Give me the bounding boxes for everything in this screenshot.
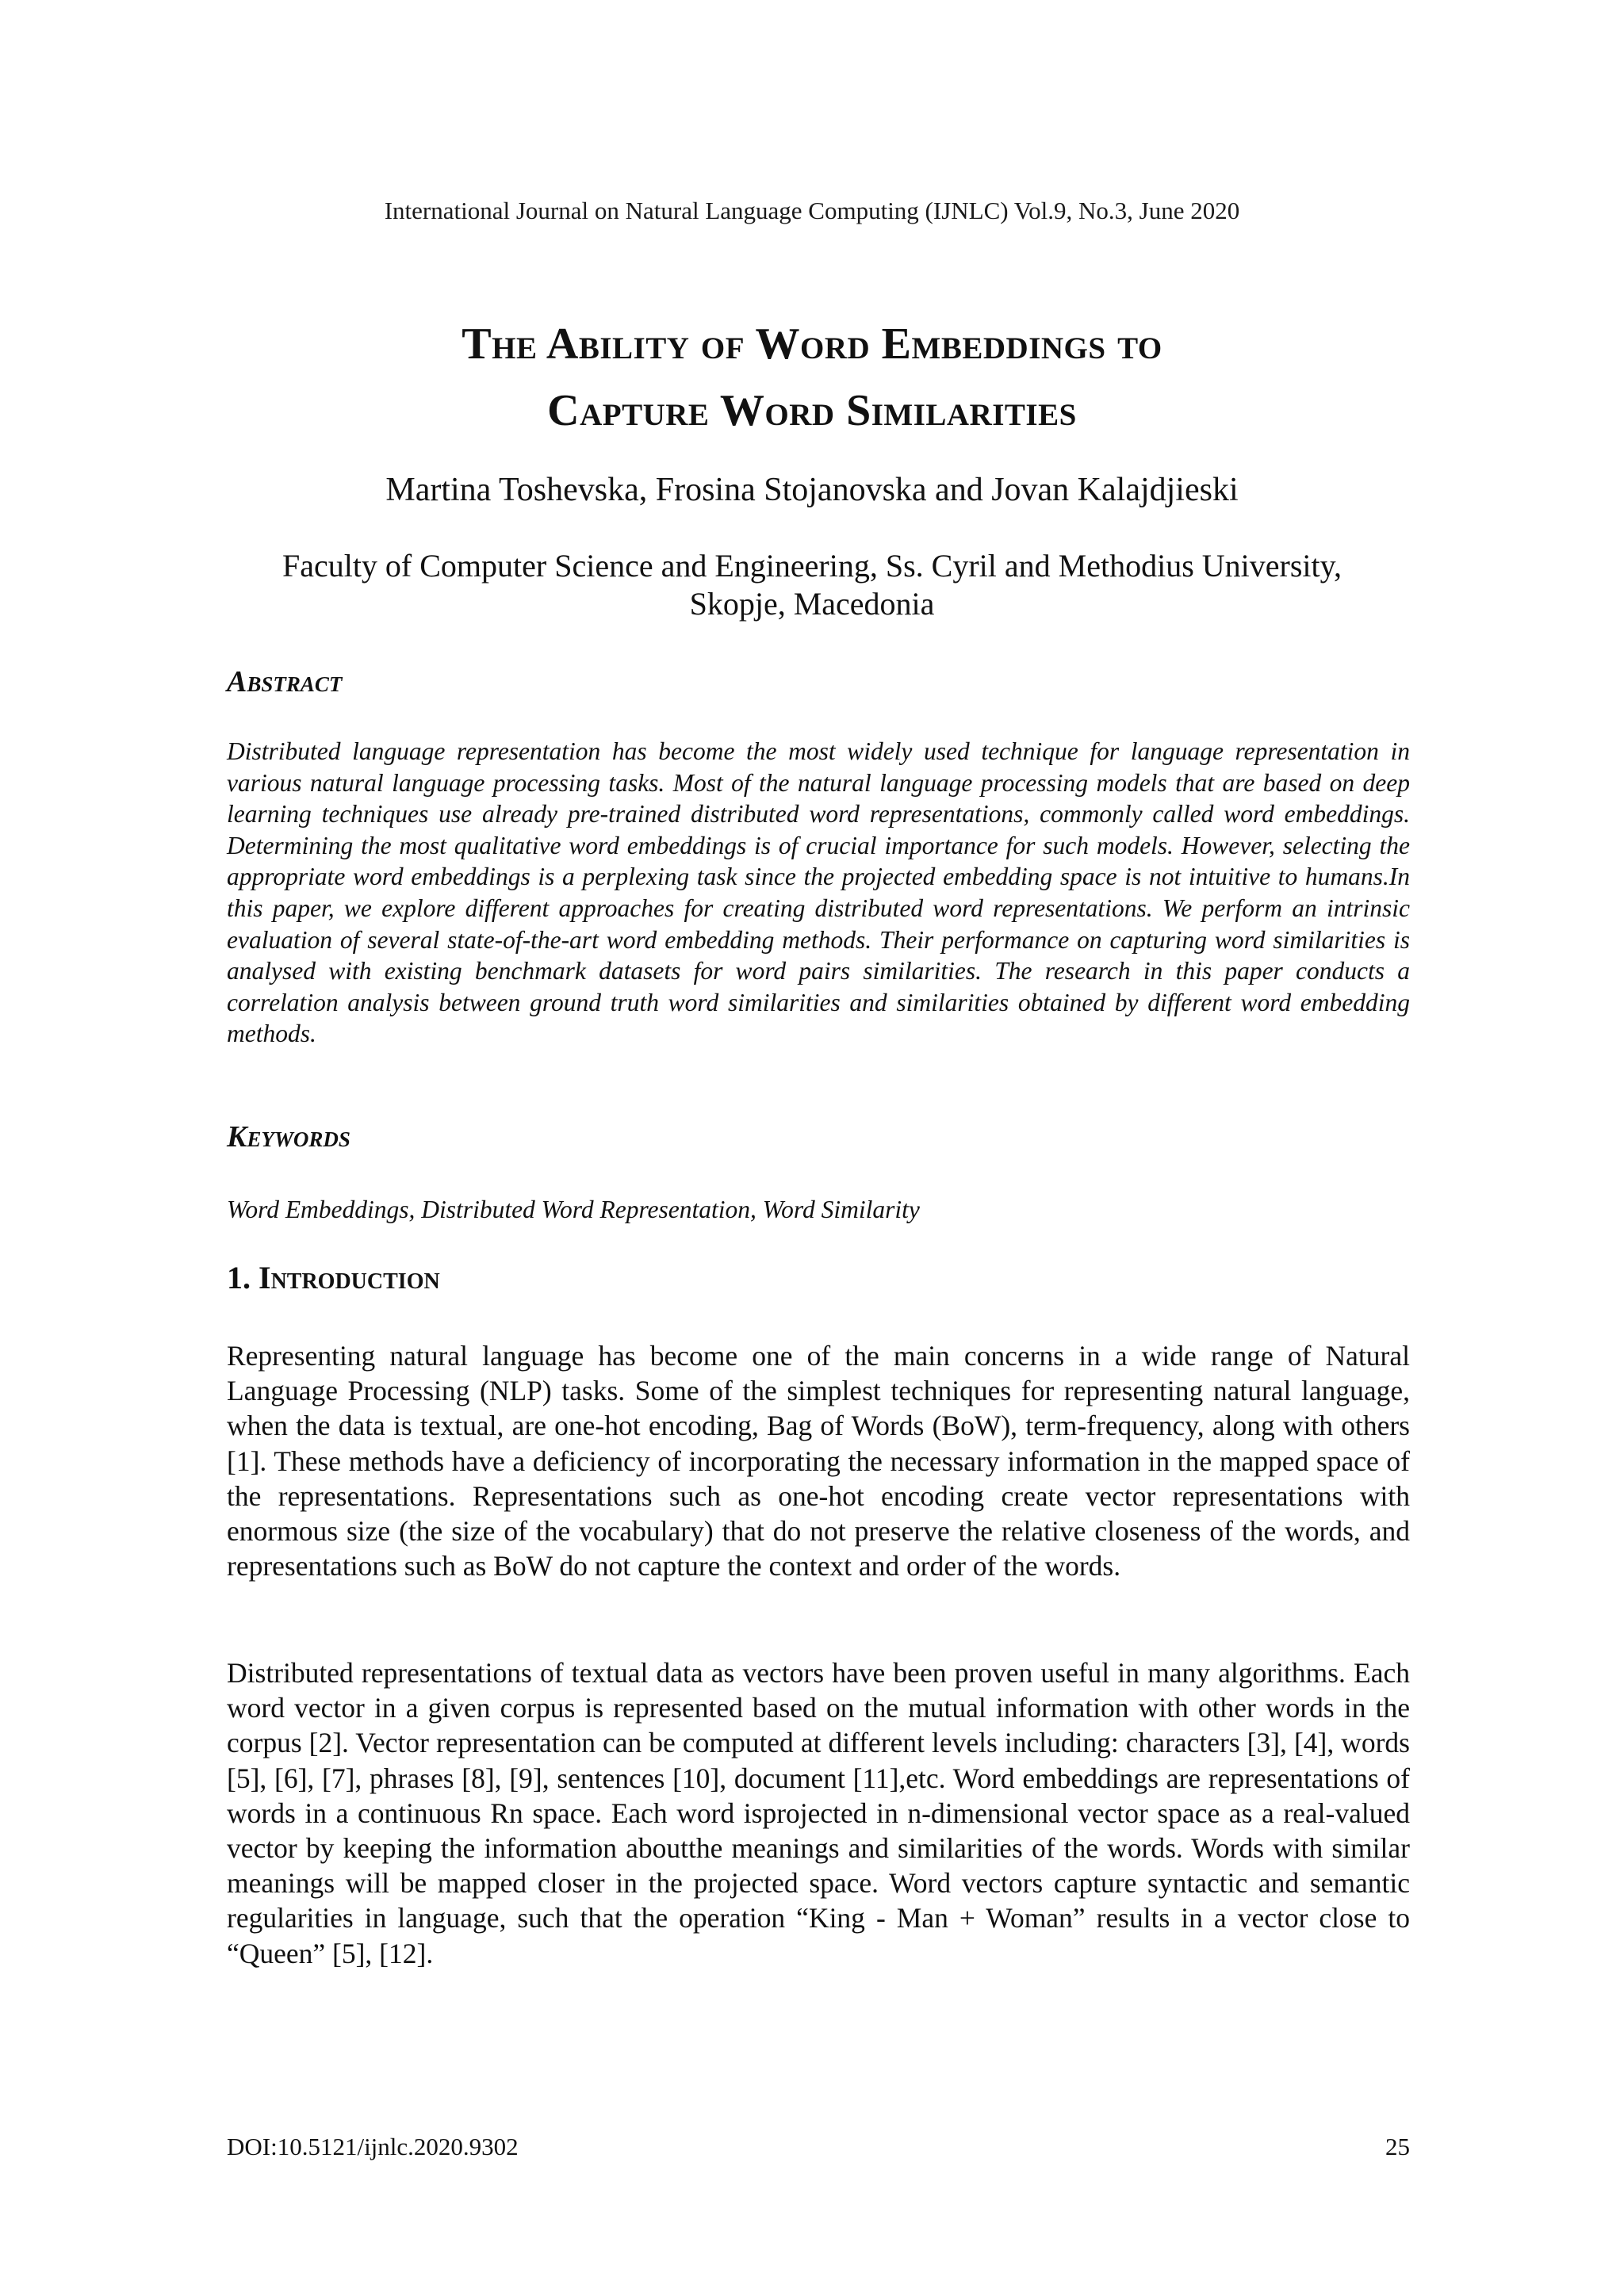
affiliation-line-2: Skopje, Macedonia (689, 586, 935, 622)
page-number: 25 (1385, 2133, 1410, 2160)
introduction-paragraph-2: Distributed representations of textual data as vectors have been proven useful in many algorithms. Each word vector in a given corpus is represented based on the mutual information with other words in the corpus [2]. Vector representation can be computed at different levels including: characters [3], [4], words [5], [6], [7], phrases [8], [9], sentences [10], document [11],etc. Word embeddings are representations of words in a continuous Rn space. Each word isprojected in n-dimensional vector space as a real-valued vector by keeping the information aboutthe meanings and similarities of the words. Words with similar meanings will be mapped closer in the projected space. Word vectors capture syntactic and semantic regularities in language, such that the operation “King - Man + Woman” results in a vector close to “Queen” [5], [12]. (227, 1657, 1410, 1969)
abstract-text: Distributed language representation has become the most widely used technique for language representation in various natural language processing tasks. Most of the natural language processing models that are based on deep learning techniques use already pre-trained distributed word representations, commonly called word embeddings. Determining the most qualitative word embeddings is of crucial importance for such models. However, selecting the appropriate word embeddings is a perplexing task since the projected embedding space is not intuitive to humans.In this paper, we explore different approaches for creating distributed word representations. We perform an intrinsic evaluation of several state-of-the-art word embedding methods. Their performance on capturing word similarities is analysed with existing benchmark datasets for word pairs similarities. The research in this paper conducts a correlation analysis between ground truth word similarities and similarities obtained by different word embedding methods. (227, 737, 1410, 1048)
affiliation (198, 547, 1426, 623)
doi-footer: DOI:10.5121/ijnlc.2020.9302 (227, 2133, 519, 2160)
affiliation-line-1: Faculty of Computer Science and Engineering, Ss. Cyril and Methodius University, (282, 548, 1342, 584)
author-list: Martina Toshevska, Frosina Stojanovska and Jovan Kalajdjieski (385, 472, 1239, 508)
introduction-paragraph-1: Representing natural language has become one of the main concerns in a wide range of Natural Language Processing (NLP) tasks. Some of the simplest techniques for representing natural language, when the data is textual, are one-hot encoding, Bag of Words (BoW), term-frequency, along with others [1]. These methods have a deficiency of incorporating the necessary information in the mapped space of the representations. Representations such as one-hot encoding create vector representations with enormous size (the size of the vocabulary) that do not preserve the relative closeness of the words, and representations such as BoW do not capture the context and order of the words. (227, 1340, 1410, 1582)
keywords-text: Word Embeddings, Distributed Word Representation, Word Similarity (227, 1196, 920, 1223)
keywords-heading: Keywords (227, 1120, 350, 1154)
paper-title (225, 311, 1399, 444)
introduction-heading: 1. Introduction (227, 1260, 440, 1295)
journal-header: International Journal on Natural Language Computing (IJNLC) Vol.9, No.3, June 2020 (384, 197, 1240, 224)
title-line-1: The Ability of Word Embeddings to (462, 320, 1162, 369)
abstract-heading: Abstract (227, 665, 343, 698)
title-line-2: Capture Word Similarities (547, 386, 1077, 435)
